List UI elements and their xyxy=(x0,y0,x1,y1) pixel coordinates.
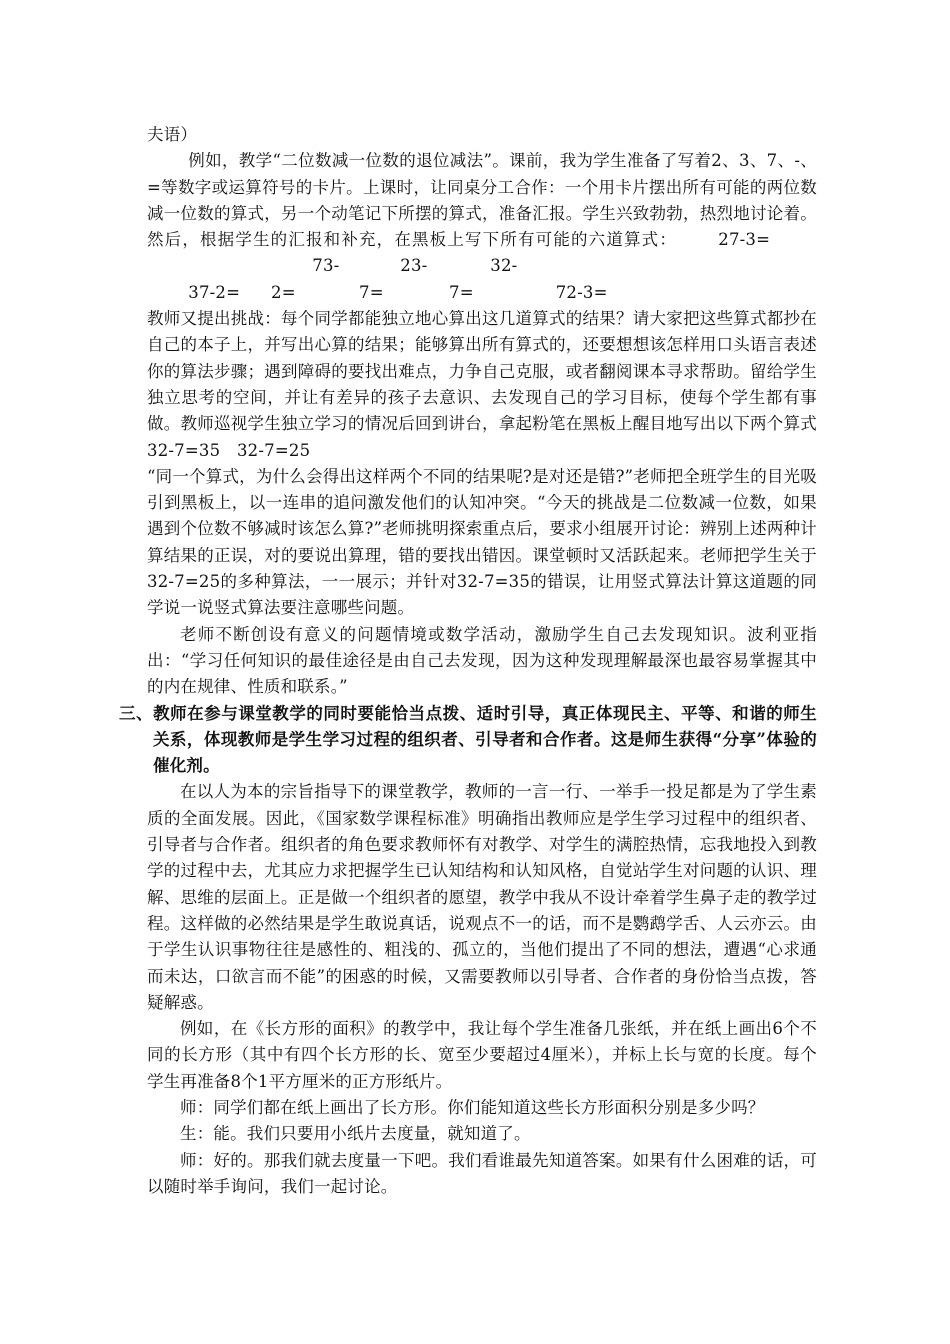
formula-item: 27-3= xyxy=(718,230,771,250)
formula-item: 32-7= xyxy=(449,256,518,302)
document-body xyxy=(119,122,817,1200)
formula-item: 73-2= xyxy=(271,256,340,302)
formula-item: 23-7= xyxy=(359,256,428,302)
paragraph-example-subtraction xyxy=(147,148,817,306)
formula-item: 37-2= xyxy=(188,282,241,302)
paragraph-teacher-role: 在以人为本的宗旨指导下的课堂教学，教师的一言一行、一举手一投足都是为了学生素质的全面发展。因此，《国家数学课程标准》明确指出教师应是学生学习过程中的组织者、引导者与合作者。组织者的角色要求教师怀有对教学、对学生的满腔热情，忘我地投入到教学的过程中去，尤其应力求把握学生已认知结构和认知风格，自觉站学生对问题的认识、理解、思维的层面上。正是做一个组织者的愿望，教学中我从不设计牵着学生鼻子走的教学过程。这样做的必然结果是学生敢说真话，说观点不一的话，而不是鹦鹉学舌、人云亦云。由于学生认识事物往往是感性的、粗浅的、孤立的，当他们提出了不同的想法，遭遇“心求通而未达，口欲言而不能”的困惑的时候，又需要教师以引导者、合作者的身份恰当点拨，答疑解惑。 xyxy=(147,782,817,1012)
paragraph-polya-quote: 老师不断创设有意义的问题情境或数学活动，激励学生自己去发现知识。波利亚指出：“学习任何知识的最佳途径是由自己去发现，因为这种发现理解最深也最容易掌握其中的内在规律、性质和联系。” xyxy=(147,624,817,697)
section-heading-wrapper xyxy=(119,701,817,780)
section-heading: 三、教师在参与课堂教学的同时要能恰当点拨、适时引导，真正体现民主、平等、和谐的师生关系，体现教师是学生学习过程的组织者、引导者和合作者。这是师生获得“分享”体验的催化剂。 xyxy=(119,703,817,776)
paragraph-continuation: 夫语） xyxy=(147,125,198,144)
paragraph-example-text: 例如，教学“二位数减一位数的退位减法”。课前，我为学生准备了写着2、3、7、-、=等数字或运算符号的卡片。上课时，让同桌分工合作：一个用卡片摆出所有可能的两位数减一位数的算式，另一个动笔记下所摆的算式，准备汇报。学生兴致勃勃，热烈地讨论着。然后，根据学生的汇报和补充，在黑板上写下所有可能的六道算式： xyxy=(147,151,817,250)
dialogue-teacher-2: 师：好的。那我们就去度量一下吧。我们看谁最先知道答案。如果有什么困难的话，可以随时举手询问，我们一起讨论。 xyxy=(147,1150,817,1196)
dialogue-teacher-1: 师：同学们都在纸上画出了长方形。你们能知道这些长方形面积分别是多少吗？ xyxy=(180,1097,765,1117)
paragraph-question: “同一个算式，为什么会得出这样两个不同的结果呢?是对还是错?”老师把全班学生的目光吸引到黑板上，以一连串的追问激发他们的认知冲突。“今天的挑战是二位数减一位数，如果遇到个位数不够减时该怎么算?”老师挑明探索重点后，要求小组展开讨论：辨别上述两种计算结果的正误，对的要说出算理，错的要找出错因。课堂顿时又活跃起来。老师把学生关于32-7=25的多种算法，一一展示；并针对32-7=35的错误，让用竖式算法计算这道题的同学说一说竖式算法要注意哪些问题。 xyxy=(147,466,817,618)
paragraph-rectangle-example: 例如，在《长方形的面积》的教学中，我让每个学生准备几张纸，并在纸上画出6个不同的长方形（其中有四个长方形的长、宽至少要超过4厘米），并标上长与宽的长度。每个学生再准备8个1平方厘米的正方形纸片。 xyxy=(147,1019,817,1091)
paragraph-challenge: 教师又提出挑战：每个同学都能独立地心算出这几道算式的结果？请大家把这些算式都抄在自己的本子上，并写出心算的结果；能够算出所有算式的，还要想想该怎样用口头语言表述你的算法步骤；遇到障碍的要找出难点，力争自己克服，或者翻阅课本寻求帮助。留给学生独立思考的空间，并让有差异的孩子去意识、去发现自己的学习目标，使每个学生都有事做。教师巡视学生独立学习的情况后回到讲台，拿起粉笔在黑板上醒目地写出以下两个算式32-7=35 32-7=25 xyxy=(147,309,817,460)
dialogue-student-1: 生：能。我们只要用小纸片去度量，就知道了。 xyxy=(180,1124,531,1144)
formula-item: 72-3= xyxy=(555,282,608,302)
